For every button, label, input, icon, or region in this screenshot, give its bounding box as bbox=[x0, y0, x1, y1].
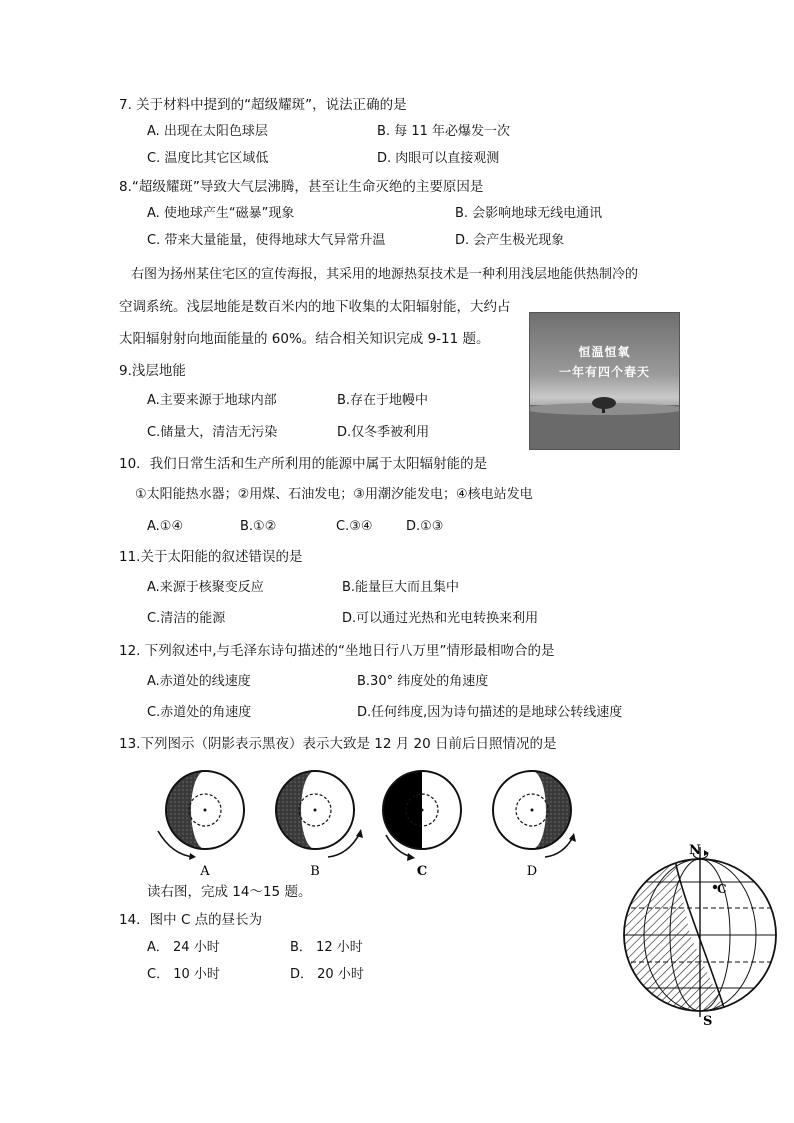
q9-stem: 9.浅层地能 bbox=[119, 363, 186, 379]
earth-diagram-d bbox=[493, 771, 576, 857]
q12-option-a: A.赤道处的线速度 bbox=[147, 674, 251, 689]
poster-text-line-2: 一年有四个春天 bbox=[558, 365, 650, 379]
q8-option-b: B. 会影响地球无线电通讯 bbox=[455, 206, 603, 221]
q10-option-b: B.①② bbox=[240, 519, 277, 534]
q8-stem: 8.“超级耀斑”导致大气层沸腾，甚至让生命灭绝的主要原因是 bbox=[119, 179, 484, 195]
q9-option-d: D.仅冬季被利用 bbox=[337, 425, 430, 440]
q10-items: ①太阳能热水器；②用煤、石油发电；③用潮汐能发电；④核电站发电 bbox=[135, 487, 533, 502]
q12-stem: 12. 下列叙述中,与毛泽东诗句描述的“坐地日行八万里”情形最相吻合的是 bbox=[119, 643, 555, 659]
q12-option-c: C.赤道处的角速度 bbox=[147, 705, 252, 720]
intro-line-1: 右图为扬州某住宅区的宣传海报，其采用的地源热泵技术是一种利用浅层地能供热制冷的 bbox=[131, 267, 639, 282]
q7-option-c: C. 温度比其它区域低 bbox=[147, 151, 269, 166]
q14-stem: 14．图中 C 点的昼长为 bbox=[119, 912, 263, 928]
q12-option-d: D.任何纬度,因为诗句描述的是地球公转线速度 bbox=[357, 705, 623, 720]
q14-option-c: C． 10 小时 bbox=[147, 967, 220, 982]
q11-option-c: C.清洁的能源 bbox=[147, 611, 226, 626]
q13-stem: 13.下列图示（阴影表示黑夜）表示大致是 12 月 20 日前后日照情况的是 bbox=[119, 736, 557, 752]
q10-option-a: A.①④ bbox=[147, 519, 184, 534]
earth-diagram-c bbox=[383, 771, 461, 861]
q7-option-b: B. 每 11 年必爆发一次 bbox=[377, 124, 510, 139]
q11-option-b: B.能量巨大而且集中 bbox=[342, 580, 460, 595]
q8-option-c: C. 带来大量能量，使得地球大气异常升温 bbox=[147, 233, 386, 248]
intro-line-3: 太阳辐射射向地面能量的 60%。结合相关知识完成 9-11 题。 bbox=[119, 331, 490, 347]
q8-option-d: D. 会产生极光现象 bbox=[455, 233, 565, 248]
q14-option-a: A． 24 小时 bbox=[147, 940, 220, 955]
q14-option-d: D． 20 小时 bbox=[290, 967, 364, 982]
q12-option-b: B.30° 纬度处的角速度 bbox=[357, 674, 489, 689]
intro-line-2: 空调系统。浅层地能是数百米内的地下收集的太阳辐射能，大约占 bbox=[119, 299, 511, 315]
diagram-label-a: A bbox=[200, 864, 210, 879]
q7-option-d: D. 肉眼可以直接观测 bbox=[377, 151, 500, 166]
globe-label-c: C bbox=[717, 882, 727, 896]
diagram-label-d: D bbox=[526, 864, 538, 879]
q8-option-a: A. 使地球产生“磁暴”现象 bbox=[147, 206, 295, 221]
q13-diagrams bbox=[150, 765, 590, 885]
q10-option-c: C.③④ bbox=[336, 519, 373, 534]
diagram-label-c: C bbox=[416, 864, 428, 879]
globe-label-n: N bbox=[689, 843, 701, 858]
globe-diagram bbox=[615, 835, 785, 1025]
q10-stem: 10．我们日常生活和生产所利用的能源中属于太阳辐射能的是 bbox=[119, 456, 488, 472]
q9-option-c: C.储量大，清洁无污染 bbox=[147, 425, 278, 440]
housing-poster-image bbox=[529, 312, 680, 450]
q10-option-d: D.①③ bbox=[406, 519, 444, 534]
poster-text-line-1: 恒温恒氧 bbox=[578, 345, 631, 359]
q9-option-a: A.主要来源于地球内部 bbox=[147, 393, 277, 408]
read-instruction: 读右图，完成 14～15 题。 bbox=[147, 884, 312, 900]
earth-diagram-b bbox=[276, 771, 363, 857]
tree-landscape-icon bbox=[530, 313, 679, 449]
q11-option-a: A.来源于核聚变反应 bbox=[147, 580, 264, 595]
diagram-label-b: B bbox=[310, 864, 320, 879]
q7-option-a: A. 出现在太阳色球层 bbox=[147, 124, 268, 139]
earth-diagram-a bbox=[158, 771, 244, 860]
globe-label-s: S bbox=[703, 1014, 713, 1025]
q11-stem: 11.关于太阳能的叙述错误的是 bbox=[119, 549, 303, 565]
q9-option-b: B.存在于地幔中 bbox=[337, 393, 429, 408]
q7-stem: 7. 关于材料中提到的“超级耀斑”，说法正确的是 bbox=[119, 97, 407, 113]
q11-option-d: D.可以通过光热和光电转换来利用 bbox=[342, 611, 539, 626]
q14-option-b: B． 12 小时 bbox=[290, 940, 363, 955]
